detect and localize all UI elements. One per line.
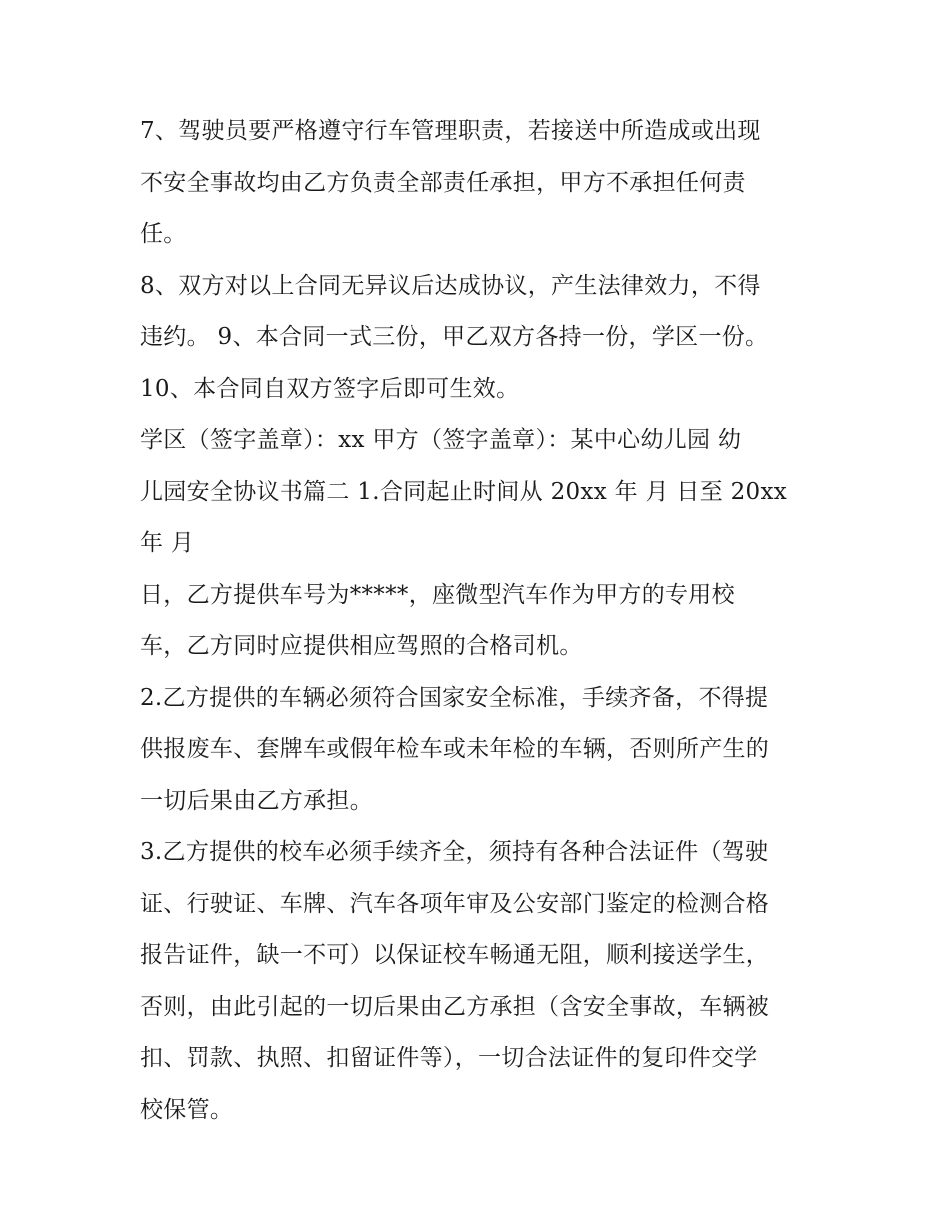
text-line-18: 否则，由此引起的一切后果由乙方承担（含安全事故，车辆被: [140, 993, 770, 1020]
text-line-7: 学区（签字盖章）：xx 甲方（签字盖章）：某中心幼儿园 幼: [140, 427, 742, 453]
text-line-9: 年 月: [140, 530, 195, 556]
text-line-5: 违约。 9、本合同一式三份，甲乙双方各持一份，学区一份。: [140, 324, 769, 350]
text-line-11: 车，乙方同时应提供相应驾照的合格司机。: [140, 633, 583, 659]
text-line-8: 儿园安全协议书篇二 1.合同起止时间从 20xx 年 月 日至 20xx: [140, 478, 788, 505]
text-line-19: 扣、罚款、执照、扣留证件等），一切合法证件的复印件交学: [140, 1045, 758, 1071]
text-line-20: 校保管。: [140, 1096, 234, 1123]
text-line-17: 报告证件，缺一不可）以保证校车畅通无阻，顺利接送学生，: [140, 942, 770, 968]
text-line-6: 10、本合同自双方签字后即可生效。: [140, 375, 520, 402]
contract-text-body: [140, 106, 820, 1136]
text-line-2: 不安全事故均由乙方负责全部责任承担，甲方不承担任何责: [140, 169, 746, 196]
text-line-13: 供报废车、套牌车或假年检车或未年检的车辆，否则所产生的: [140, 736, 770, 762]
text-line-1: 7、驾驶员要严格遵守行车管理职责，若接送中所造成或出现: [140, 118, 761, 144]
text-line-4: 8、双方对以上合同无异议后达成协议，产生法律效力，不得: [140, 272, 761, 299]
text-line-12: 2.乙方提供的车辆必须符合国家安全标准，手续齐备，不得提: [140, 684, 769, 711]
text-line-3: 任。: [140, 221, 187, 247]
text-line-16: 证、行驶证、车牌、汽车各项年审及公安部门鉴定的检测合格: [140, 890, 770, 917]
text-line-10: 日，乙方提供车号为*****，座微型汽车作为甲方的专用校: [140, 581, 735, 608]
text-line-14: 一切后果由乙方承担。: [140, 787, 373, 814]
text-line-15: 3.乙方提供的校车必须手续齐全，须持有各种合法证件（驾驶: [140, 839, 769, 865]
